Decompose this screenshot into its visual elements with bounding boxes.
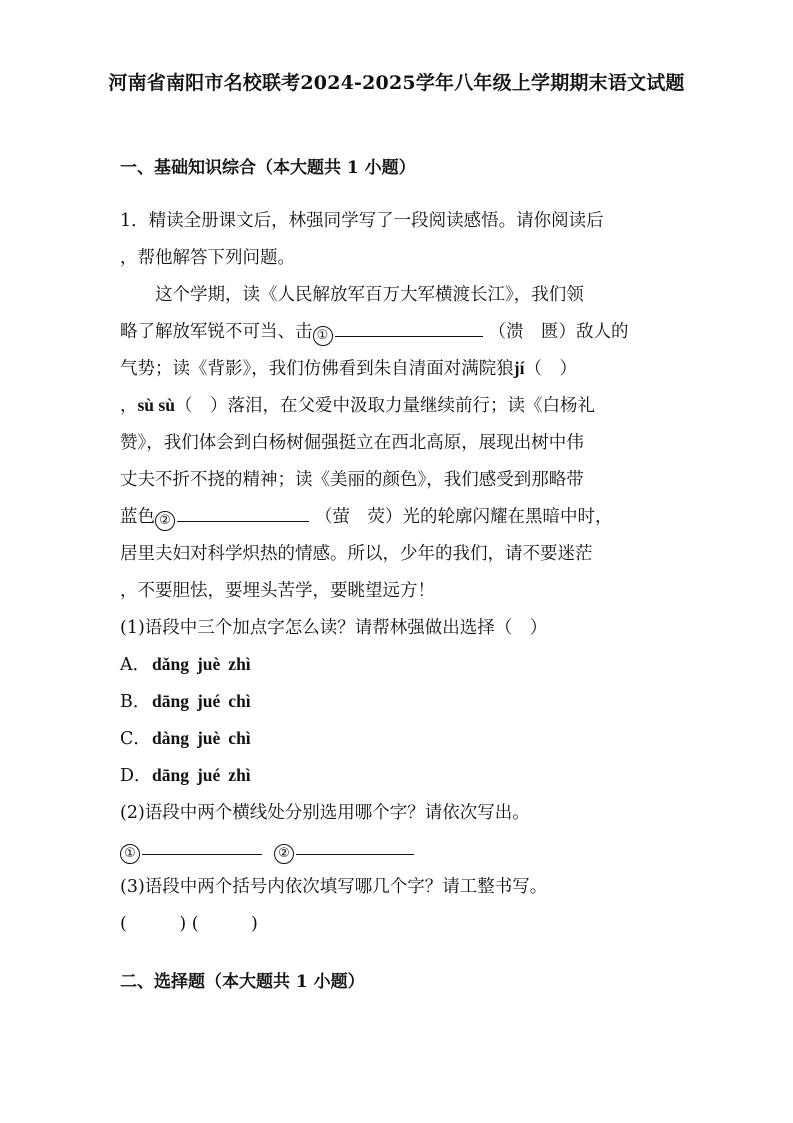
section-heading-1: 一、基础知识综合（本大题共 1 小题） [120, 158, 416, 178]
passage-text: （溃 匮）敌人的 [488, 322, 629, 342]
option-pinyin: chì [228, 728, 251, 748]
passage-line-8: 居里夫妇对科学炽热的情感。所以，少年的我们，请不要迷茫 [120, 544, 593, 564]
sub-question-2: (2)语段中两个横线处分别选用哪个字？请依次写出。 [120, 803, 530, 823]
option-pinyin: dǎng [152, 654, 189, 674]
section-heading-2: 二、选择题（本大题共 1 小题） [120, 972, 365, 992]
option-key: A． [120, 655, 151, 675]
answer-parens-line[interactable]: ( ) ( ) [120, 914, 258, 934]
blank-marker-2: ② [155, 511, 175, 531]
answer-line-2 [120, 836, 420, 864]
passage-text: （ ）落泪，在父爱中汲取力量继续前行；读《白杨礼 [174, 396, 595, 416]
passage-line-6: 丈夫不折不挠的精神；读《美丽的颜色》，我们感受到那略带 [120, 470, 584, 490]
option-pinyin: zhì [228, 654, 251, 674]
answer-blank-1[interactable] [142, 836, 262, 855]
option-pinyin: dāng [152, 691, 189, 711]
passage-text: ， [120, 396, 138, 416]
fill-blank-2[interactable] [177, 503, 309, 522]
option-pinyin: dàng [152, 728, 189, 748]
sub-question-1: (1)语段中三个加点字怎么读？请帮林强做出选择（ ） [120, 618, 548, 638]
option-pinyin: jué [196, 765, 221, 785]
page-title: 河南省南阳市名校联考2024-2025学年八年级上学期期末语文试题 [108, 72, 685, 94]
option-pinyin: dāng [152, 765, 189, 785]
pinyin-susu: sù sù [137, 395, 175, 415]
passage-text: 略了解放军锐不可当、击 [120, 322, 313, 342]
question-intro-line-1: 1．精读全册课文后，林强同学写了一段阅读感悟。请你阅读后 [120, 211, 604, 231]
passage-line-9: ，不要胆怯，要埋头苦学，要眺望远方！ [120, 581, 435, 601]
answer-parens-1[interactable]: （ ） [524, 359, 577, 379]
option-pinyin: jué [196, 691, 221, 711]
passage-line-1: 这个学期，读《人民解放军百万大军横渡长江》，我们领 [155, 285, 584, 305]
option-d[interactable] [120, 762, 259, 787]
passage-line-4 [120, 392, 595, 417]
passage-line-2 [120, 318, 629, 346]
pinyin-ji: jí [513, 358, 525, 378]
option-key: C． [120, 729, 151, 749]
passage-line-7 [120, 503, 613, 531]
sub-question-3: (3)语段中两个括号内依次填写哪几个字？请工整书写。 [120, 877, 548, 897]
passage-text: 蓝色 [120, 507, 155, 527]
option-key: B． [120, 692, 151, 712]
option-pinyin: juè [196, 728, 221, 748]
question-intro-line-2: ，帮他解答下列问题。 [120, 248, 295, 268]
passage-line-3 [120, 355, 577, 380]
option-a[interactable] [120, 651, 259, 676]
option-pinyin: juè [196, 654, 221, 674]
option-pinyin: zhì [228, 765, 251, 785]
fill-blank-1[interactable] [335, 318, 483, 337]
answer-blank-2[interactable] [296, 836, 414, 855]
blank-marker-1: ① [313, 326, 333, 346]
passage-line-5: 赞》，我们体会到白杨树倔强挺立在西北高原，展现出树中伟 [120, 433, 584, 453]
passage-text: 气势；读《背影》，我们仿佛看到朱自清面对满院狼 [120, 359, 514, 379]
option-pinyin: chì [228, 691, 251, 711]
option-c[interactable] [120, 725, 259, 750]
passage-text: （萤 荧）光的轮廓闪耀在黑暗中时， [315, 507, 613, 527]
answer-marker-2: ② [274, 844, 294, 864]
option-b[interactable] [120, 688, 259, 713]
answer-marker-1: ① [120, 844, 140, 864]
option-key: D． [120, 766, 152, 786]
